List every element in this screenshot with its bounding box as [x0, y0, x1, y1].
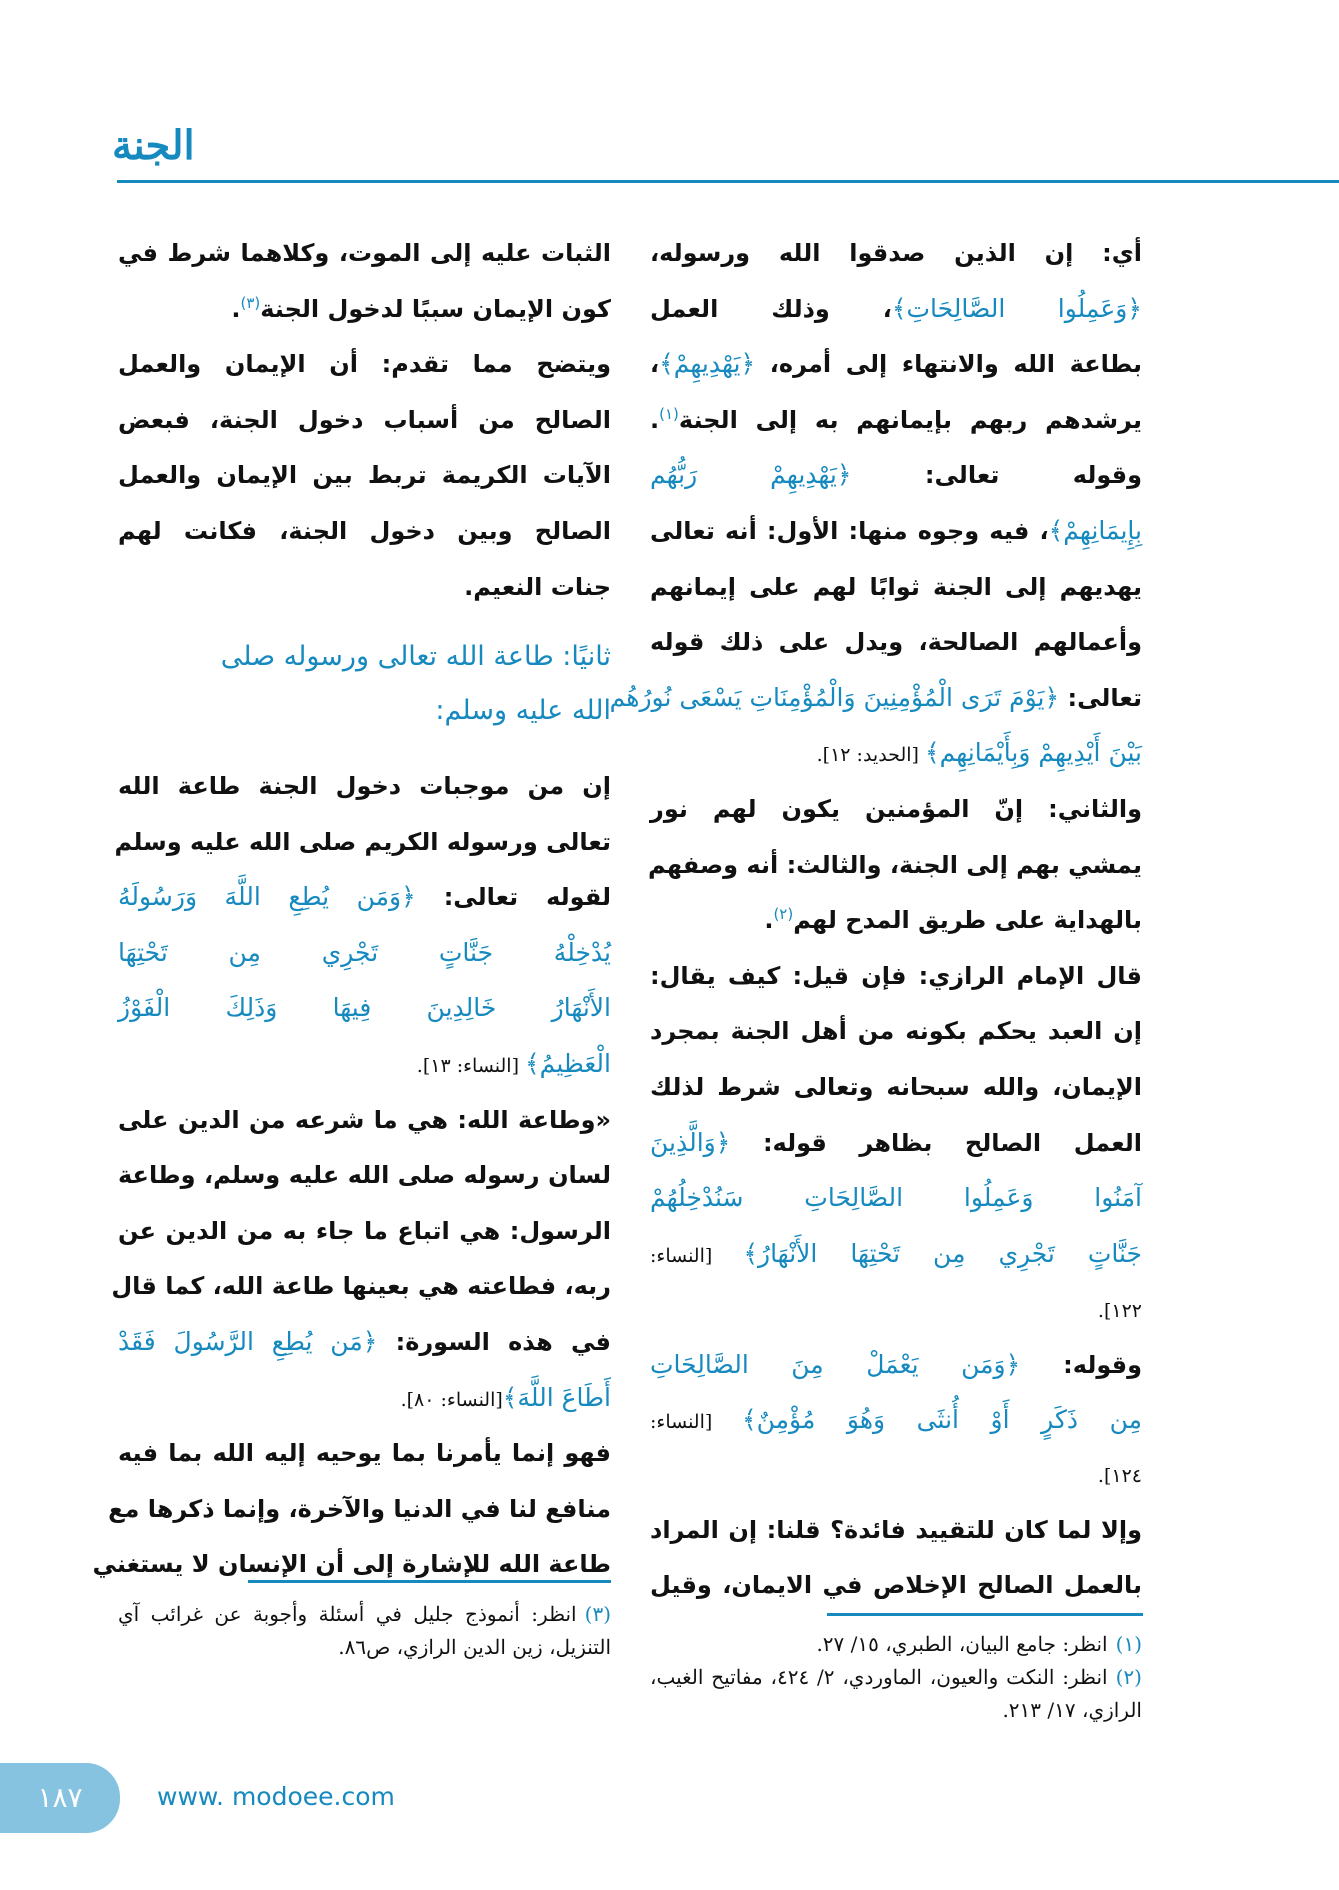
- body-text: ثانيًا: طاعة الله تعالى ورسوله صلى: [220, 641, 611, 672]
- body-text: يهديهم إلى الجنة ثوابًا لهم على إيمانهم: [650, 572, 1142, 601]
- body-text: كون الإيمان سببًا لدخول الجنة: [260, 294, 611, 323]
- text-line: [650, 840, 1142, 890]
- page-number: ١٨٧: [0, 1763, 120, 1833]
- text-line: [650, 1449, 1142, 1499]
- footnote-number: (٢): [1115, 1665, 1142, 1689]
- section-heading-line: [118, 686, 611, 736]
- text-line: [609, 673, 1142, 723]
- text-line: [650, 951, 1142, 1001]
- body-text: .: [650, 405, 660, 434]
- body-text: يمشي بهم إلى الجنة، والثالث: أنه وصفهم: [648, 850, 1142, 879]
- quran-verse: مِن ذَكَرٍ أَوْ أُنثَى وَهُوَ مُؤْمِنٌ﴾: [741, 1405, 1142, 1434]
- body-text: يرشدهم ربهم بإيمانهم به إلى الجنة: [678, 405, 1142, 434]
- website-link[interactable]: www. modoee.com: [157, 1782, 395, 1811]
- quran-verse: جَنَّاتٍ تَجْرِي مِن تَحْتِهَا الأَنْهَارُ﴾: [743, 1238, 1143, 1268]
- body-text: جنات النعيم.: [464, 572, 611, 601]
- text-line: [650, 1560, 1142, 1610]
- text-line: [118, 1206, 611, 1256]
- text-line: [650, 450, 1142, 500]
- footnote-separator-left: [248, 1580, 611, 1583]
- body-text: قال الإمام الرازي: فإن قيل: كيف يقال:: [650, 961, 1142, 990]
- text-line: [111, 1261, 611, 1311]
- text-line: [118, 872, 611, 922]
- text-line: [118, 928, 611, 978]
- quran-verse: ﴿مَن يُطِعِ الرَّسُولَ فَقَدْ: [118, 1327, 378, 1356]
- section-heading-line: [118, 632, 611, 682]
- text-line: [118, 506, 611, 556]
- text-line: [118, 983, 611, 1033]
- verse-reference: [النساء:: [650, 1244, 744, 1267]
- body-text: والثاني: إنّ المؤمنين يكون لهم نور: [650, 795, 1142, 823]
- footnotes-left: [118, 1598, 611, 1664]
- verse-reference: [النساء: ١٣].: [416, 1055, 526, 1077]
- body-text: الرسول: هي اتباع ما جاء به من الدين عن: [118, 1216, 611, 1245]
- footnote-text: انظر: جامع البيان، الطبري، ١٥/ ٢٧.: [816, 1632, 1108, 1656]
- body-text: الصالح من أسباب دخول الجنة، فبعض: [118, 405, 611, 434]
- quran-verse: ﴿وَالَّذِينَ: [650, 1127, 731, 1157]
- text-line: [118, 1317, 611, 1367]
- text-line: [650, 784, 1142, 834]
- body-text: الله عليه وسلم:: [435, 695, 611, 726]
- body-text: أي: إن الذين صدقوا الله ورسوله،: [650, 239, 1142, 267]
- body-text: .: [231, 294, 241, 323]
- quran-verse: الْعَظِيمُ﴾: [525, 1049, 611, 1078]
- text-line: [650, 1006, 1142, 1056]
- text-line: [118, 1373, 611, 1423]
- text-line: [108, 1484, 611, 1534]
- footnote: [118, 1598, 611, 1664]
- verse-reference: ١٢٤].: [1097, 1465, 1142, 1487]
- verse-reference: [النساء:: [650, 1411, 742, 1433]
- text-line: [650, 395, 1142, 445]
- text-line: [118, 284, 611, 334]
- quran-verse: ﴿وَعَمِلُوا الصَّالِحَاتِ﴾: [891, 293, 1142, 323]
- body-text: الصالح وبين دخول الجنة، فكانت لهم: [118, 517, 611, 545]
- body-text: وإلا لما كان للتقييد فائدة؟ قلنا: إن المراد: [650, 1516, 1142, 1544]
- body-text: وأعمالهم الصالحة، ويدل على ذلك قوله: [650, 628, 1142, 657]
- text-line: [650, 562, 1142, 612]
- body-text: إن من موجبات دخول الجنة طاعة الله: [118, 772, 611, 800]
- text-line: [650, 1229, 1142, 1279]
- body-text: بطاعة الله والانتهاء إلى أمره،: [755, 350, 1142, 379]
- text-line: [650, 1340, 1142, 1390]
- text-line: [118, 1095, 611, 1145]
- text-line: [118, 1428, 611, 1478]
- text-line: [650, 1284, 1142, 1334]
- text-line: [650, 1062, 1142, 1112]
- body-text: وقوله تعالى:: [851, 461, 1143, 490]
- text-line: [650, 506, 1142, 556]
- body-text: ، وذلك العمل: [650, 294, 892, 323]
- body-text: لقوله تعالى:: [415, 883, 611, 912]
- text-line: [650, 895, 1142, 945]
- body-text: الآيات الكريمة تربط بين الإيمان والعمل: [118, 461, 611, 490]
- text-line: [118, 450, 611, 500]
- footnote-text: انظر: أنموذج جليل في أسئلة وأجوبة عن غرائب آي التنزيل، زين الدين الرازي، ص٨٦.: [118, 1602, 611, 1659]
- text-line: [650, 1505, 1142, 1555]
- body-text: بالعمل الصالح الإخلاص في الايمان، وقيل: [650, 1571, 1142, 1599]
- body-text: إن العبد يحكم بكونه من أهل الجنة بمجرد: [650, 1017, 1142, 1046]
- body-text: ربه، فطاعته هي بعينها طاعة الله، كما قال: [111, 1272, 611, 1301]
- right-text-column: [609, 0, 1143, 1890]
- verse-reference: [الحديد: ١٢].: [816, 744, 925, 767]
- text-line: [650, 1173, 1142, 1223]
- body-text: الإيمان، والله سبحانه وتعالى شرط لذلك: [650, 1073, 1142, 1101]
- quran-verse: بِإِيمَانِهِمْ﴾: [1048, 516, 1142, 545]
- quran-verse: ﴿يَوْمَ تَرَى الْمُؤْمِنِينَ وَالْمُؤْمِنَاتِ يَسْعَى نُورُهُم: [609, 682, 1060, 712]
- footnote-number: (١): [1115, 1632, 1142, 1656]
- body-text: لسان رسوله صلى الله عليه وسلم، وطاعة: [118, 1161, 611, 1190]
- text-line: [118, 761, 611, 811]
- quran-verse: بَيْنَ أَيْدِيهِمْ وَبِأَيْمَانِهِم﴾: [924, 738, 1142, 768]
- body-text: «وطاعة الله: هي ما شرعه من الدين على: [118, 1105, 611, 1134]
- body-text: في هذه السورة:: [377, 1328, 611, 1356]
- body-text: ،: [650, 350, 660, 379]
- body-text: وقوله:: [1020, 1351, 1143, 1379]
- quran-verse: يُدْخِلْهُ جَنَّاتٍ تَجْرِي مِن تَحْتِهَا: [118, 937, 611, 967]
- text-line: [650, 1395, 1142, 1445]
- text-line: [650, 228, 1142, 278]
- text-line: [118, 228, 611, 278]
- text-line: [114, 817, 611, 867]
- footnote: [650, 1661, 1142, 1727]
- body-text: طاعة الله للإشارة إلى أن الإنسان لا يستغني: [92, 1550, 611, 1579]
- footnotes-right: [650, 1628, 1142, 1727]
- quran-verse: ﴿يَهْدِيهِمْ رَبُّهُم: [650, 460, 852, 490]
- text-line: [118, 1150, 611, 1200]
- footnote-marker: (٢): [773, 905, 794, 924]
- verse-reference: [النساء: ٨٠].: [400, 1388, 503, 1411]
- body-text: تعالى ورسوله الكريم صلى الله عليه وسلم: [114, 827, 611, 856]
- footnote-text: انظر: النكت والعيون، الماوردي، ٢/ ٤٢٤، مفاتيح الغيب، الرازي، ١٧/ ٢١٣.: [650, 1665, 1142, 1722]
- text-line: [650, 617, 1142, 667]
- body-text: فهو إنما يأمرنا بما يوحيه إليه الله بما فيه: [118, 1439, 611, 1468]
- body-text: منافع لنا في الدنيا والآخرة، وإنما ذكرها مع: [108, 1494, 611, 1523]
- text-line: [118, 339, 611, 389]
- footnote-separator-right: [827, 1613, 1143, 1616]
- footnote-marker: (١): [659, 404, 679, 423]
- body-text: الثبات عليه إلى الموت، وكلاهما شرط في: [118, 239, 611, 267]
- footnote-marker: (٣): [240, 293, 261, 312]
- body-text: بالهداية على طريق المدح لهم: [793, 906, 1142, 935]
- verse-reference: ١٢٢].: [1097, 1300, 1142, 1323]
- body-text: ، فيه وجوه منها: الأول: أنه تعالى: [650, 517, 1049, 545]
- chapter-title: الجنة: [112, 122, 195, 169]
- text-line: [118, 1039, 611, 1089]
- quran-verse: الأَنْهَارُ خَالِدِينَ فِيهَا وَذَلِكَ الْفَوْزُ: [118, 993, 611, 1023]
- text-line: [118, 395, 611, 445]
- quran-verse: آمَنُوا وَعَمِلُوا الصَّالِحَاتِ سَنُدْخِلُهُمْ: [650, 1183, 1142, 1213]
- quran-verse: ﴿وَمَن يُطِعِ اللَّهَ وَرَسُولَهُ: [118, 882, 416, 912]
- body-text: ويتضح مما تقدم: أن الإيمان والعمل: [118, 350, 611, 379]
- quran-verse: أَطَاعَ اللَّهَ﴾: [502, 1382, 611, 1412]
- body-text: العمل الصالح بظاهر قوله:: [730, 1128, 1142, 1157]
- footnote: [650, 1628, 1142, 1661]
- quran-verse: ﴿وَمَن يَعْمَلْ مِنَ الصَّالِحَاتِ: [650, 1350, 1021, 1379]
- body-text: .: [764, 906, 774, 935]
- text-line: [650, 728, 1142, 778]
- footnote-number: (٣): [584, 1602, 611, 1626]
- text-line: [118, 562, 611, 612]
- quran-verse: ﴿يَهْدِيهِمْ﴾: [659, 349, 756, 379]
- text-line: [650, 284, 1142, 334]
- text-line: [650, 339, 1142, 389]
- text-line: [650, 1118, 1142, 1168]
- body-text: تعالى:: [1059, 683, 1142, 712]
